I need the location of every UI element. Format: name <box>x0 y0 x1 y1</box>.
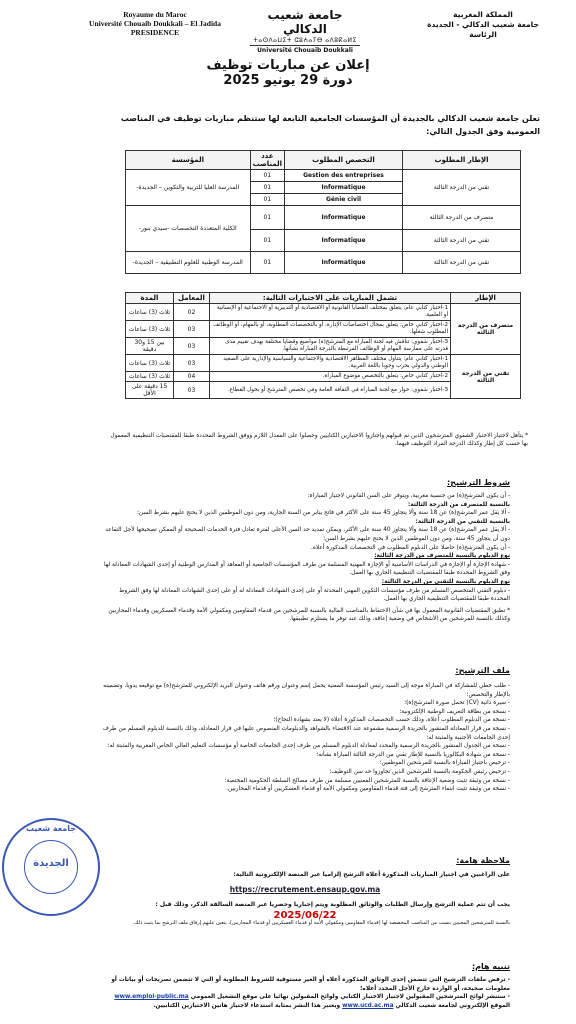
col-frame: الإطار <box>451 293 521 304</box>
cell-coef: 03 <box>174 338 210 355</box>
deadline-date: 2025/06/22 <box>273 910 337 921</box>
cell-frame: متصرف من الدرجة الثالثة <box>451 304 521 355</box>
cell-count: 01 <box>250 230 284 252</box>
cell-count: 01 <box>250 206 284 230</box>
col-coef: المعامل <box>174 293 210 304</box>
table-row <box>126 304 521 321</box>
cell-duration: بين 15 و30 دقيقة <box>126 338 174 355</box>
positions-header-row <box>126 151 521 170</box>
cell-specialty: Informatique <box>285 230 403 252</box>
warning-heading: تنبيه هام: <box>471 962 510 971</box>
cell-institution: المدرسة العليا للتربية والتكوين – الجديدة- <box>126 170 251 206</box>
cell-frame: تقني من الدرجة الثالثة <box>451 355 521 399</box>
col-grade: الإطار المطلوب <box>403 151 521 170</box>
warning-line: - ستنشر لوائح المترشحين المقبولين لاجتياز الاختبار الكتابي ولوائح المقبولين نهائيا على موقع التشغيل العمومي <box>190 994 510 1000</box>
logo-tifinagh: ⵜⴰⵙⴷⴰⵡⵉⵜ ⵛⵓⵄⴰⵢⴱ ⴰⴷⵓⴽⴰⵍⵉ <box>253 37 357 44</box>
condition-line: - أن يكون المترشح(ة) حاصلا على الدبلوم المطلوب في التخصصات المذكورة أعلاه. <box>311 544 510 551</box>
cell-exam: 3-اختبار شفوي: تناقش فيه لجنة المباراة مع المترشح(ة) مواضيع وقضايا مختلفة بهدف تقييم مدى قدرته على ممارسة المهام أو الوظائف المرتبطة بالدرجة المباراة بشأنها. <box>210 338 451 355</box>
dossier-item: - نسخة من الجدول المنشور بالجريدة الرسمية والمحدد لمعادلة الدبلوم المسلم من طرف إحدى الجامعات الخاصة أو مؤسسات التعليم العالي الخاص المغربية والمثبتة له؛ <box>107 743 510 750</box>
cell-exam: 1-اختبار كتابي عام: يتناول مختلف المظاهر الاقتصادية والاجتماعية والسياسية والإدارية على الصعيد الوطني والدولي بحرب وجوبا باللغة العربية. <box>210 355 451 372</box>
cell-duration: 15 دقيقة على الأقل <box>126 382 174 399</box>
cell-grade: تقني من الدرجة الثالثة <box>403 230 521 252</box>
dossier-item: - نسخة من بطاقة التعريف الوطنية الإلكترونية؛ <box>399 708 510 715</box>
cell-specialty: Informatique <box>285 252 403 274</box>
warning-line: الموقع الإلكتروني لجامعة شعيب الدكالي <box>395 1002 510 1009</box>
condition-line: - دبلوم التقني المتخصص المسلم من طرف مؤسسات التكوين المهني المحدثة أو على إحدى الشهادات المعادلة له أو على إحدى الشهادات المعادلة لها وفق الشروط المحددة طبقا للمقتضيات التنظيمية الجاري بها العمل. <box>119 587 510 603</box>
cell-coef: 03 <box>174 355 210 372</box>
cell-count: 01 <box>250 194 284 206</box>
condition-line: - شهادة الإجازة أو الإجازة في الدراسات الأساسية أو الإجازة المهنية المسلمة من طرف المؤسسات الجامعية أو المعاهد أو المدارس الوطنية أو إحدى الشهادات المعادلة لها وفق الشروط المحددة طبقا للمقتضيات التنظيمية الجاري بها العمل. <box>103 561 510 577</box>
cell-specialty: Génie civil <box>285 194 403 206</box>
stamp-center-text: الجديدة <box>33 858 69 869</box>
cell-exam: 3-اختبار شفوي: حوار مع لجنة المباراة في الثقافة العامة وفي تخصص المترشح أو بحول القطاع. <box>210 382 451 399</box>
exams-table <box>125 292 521 399</box>
cell-grade: متصرف من الدرجة الثالثة <box>403 206 521 230</box>
warning-line: ويعتبر هذا النشر بمثابة استدعاء لاجتياز هاتين الاختبارين الكتابيين. <box>153 1002 341 1009</box>
cell-grade: تقني من الدرجة الثالثة <box>403 170 521 206</box>
conditions-list <box>100 492 510 624</box>
ucd-website-link[interactable]: www.ucd.ac.ma <box>342 1002 394 1009</box>
cell-specialty: Gestion des entreprises <box>285 170 403 182</box>
cell-coef: 03 <box>174 382 210 399</box>
cell-duration: ثلاث (3) ساعات <box>126 321 174 338</box>
cell-specialty: Informatique <box>285 206 403 230</box>
cell-coef: 03 <box>174 321 210 338</box>
warning-note <box>100 976 510 1010</box>
logo-arabic: جامعة شعيب الدكالي <box>267 8 343 36</box>
cell-coef: 02 <box>174 304 210 321</box>
table-row <box>126 252 521 274</box>
positions-table <box>125 150 521 274</box>
cell-count: 01 <box>250 170 284 182</box>
title-line-1: إعلان عن مباريات توظيف <box>206 58 370 73</box>
kingdom-ar: المملكة المغربية <box>453 10 513 19</box>
cell-count: 01 <box>250 182 284 194</box>
cell-exam: 2-اختبار كتابي خاص: يتعلق بالتخصص موضوع المباراة. <box>210 372 451 382</box>
important-line: على الراغبين في اجتياز المباريات المذكورة أعلاه الترشح إلزاميا عبر المنصة الإلكترونية التالية: <box>233 871 510 878</box>
cell-exam: 1-اختبار كتابي عام: يتعلق بمختلف القضايا القانونية أو الاقتصادية أو التدبيرية أو الاجتماعية أو الإنسانية أو العلمية. <box>210 304 451 321</box>
cell-grade: تقني من الدرجة الثالثة <box>403 252 521 274</box>
condition-line: - ألا يقل عمر المترشح(ة) عن 18 سنة وألا يتجاوز 40 سنة على الأكثر، ويمكن تمديد حد السن الأعلى لفترة تعادل فترة الخدمات الصحيحة أو الممكن تصحيحها لأجل التقاعد دون أن يتجاوز 45 سنة، ومن دون الموظفين الذين لا يحتج عليهم بشرط السن؛ <box>105 527 510 542</box>
university-ar: جامعة شعيب الدكالي - الجديدة <box>427 20 539 29</box>
col-institution: المؤسسة <box>126 151 251 170</box>
condition-subheading: نوع الدبلوم بالنسبة للتقني من الدرجة الثالثة: <box>381 578 510 585</box>
cell-count: 01 <box>250 252 284 274</box>
letterhead <box>0 0 576 54</box>
dossier-item: - نسخة من وثيقة تثبت وضعية الإعاقة بالنسبة للمترشحين المعنيين مسلمة من طرف مصالح السلطة الحكومية المختصة؛ <box>224 777 510 784</box>
dossier-item: - نسخة من قرار المعادلة المنشور بالجريدة الرسمية مشفوعة عند الاقتضاء بالشواهد والدبلومات المنصوص عليها في قرار المعادلة، وذلك بالنسبة للدبلوم المسلم من طرف إحدى الجامعات الأجنبية والمثبتة له؛ <box>102 725 510 741</box>
logo-french: Université Chouaib Doukkali <box>250 45 360 54</box>
table-row <box>126 355 521 372</box>
warning-line: - ترفض ملفات الترشيح التي تتضمن إحدى الوثائق المذكورة أعلاه أو الغير مستوفية للشروط المطلوبة أو التي لا تتضمن تصريحات أو بيانات أو معلومات صحيحة، أو الواردة خارج الأجل المحدد أعلاه؛ <box>111 977 510 992</box>
cell-specialty: Informatique <box>285 182 403 194</box>
condition-line: - ألا يقل عمر المترشح(ة) عن 18 سنة وألا يتجاوز 45 سنة على الأكثر في فاتح يناير من السنة الجارية، ومن دون الموظفين الذين لا يحتج عليهم بشرط السن؛ <box>137 510 510 517</box>
cell-institution: المدرسة الوطنية للعلوم التطبيقية – الجديدة- <box>126 252 251 274</box>
dossier-item: - سيرة ذاتية (CV) تحمل صورة المترشح(ة)؛ <box>404 700 510 707</box>
letterhead-arabic <box>418 10 548 40</box>
university-logo <box>250 8 360 54</box>
important-note <box>100 870 510 927</box>
kingdom-fr: Royaume du Maroc <box>123 10 187 19</box>
presidence-ar: الرئاسة <box>469 30 497 39</box>
cell-duration: ثلاث (3) ساعات <box>126 372 174 382</box>
title-line-2: دورة 29 يونيو 2025 <box>223 73 353 88</box>
stamp-arc-text: جامعة شعيب <box>26 824 76 833</box>
table-row <box>126 170 521 182</box>
presidence-fr: PRESIDENCE <box>130 28 180 37</box>
condition-subheading: بالنسبة للمتصرف من الدرجة الثالثة: <box>407 501 510 508</box>
condition-subheading: بالنسبة للتقني من الدرجة الثالثة: <box>415 518 510 525</box>
university-fr: Université Chouaib Doukkali – El Jadida <box>89 19 221 28</box>
important-line: يجب أن تتم عملية الترشح وإرسال الطلبات والوثائق المطلوبة ويتم إجباريا وحصريا عبر المنصة السالفة الذكر، وذلك قبل : <box>155 901 510 908</box>
dossier-list <box>100 682 510 794</box>
dossier-item: - ترخيص باجتياز المباراة بالنسبة للمرشحين الموظفين؛ <box>379 760 510 767</box>
dossier-item: - نسخة من وثيقة تثبت انتماء المترشح إلى فئة قدماء المقاومين ومكفولي الأمة أو قدماء العسكريين أو قدماء المحاربين. <box>226 786 510 793</box>
col-count: عدد المناصب <box>250 151 284 170</box>
cell-coef: 04 <box>174 372 210 382</box>
important-heading: ملاحظة هامة: <box>456 856 510 865</box>
condition-line: - أن يكون المترشح(ة) من جنسية مغربية، ويتوفر على السن القانوني لاجتياز المباراة: <box>307 493 510 499</box>
dossier-heading: ملف الترشيح: <box>455 666 510 675</box>
dossier-item: - ترخيص رئيس الحكومة بالنسبة للمرشحين الذين تجاوزوا حد سن التوظيف؛ <box>329 768 510 775</box>
important-line: بالنسبة للمترشحين المعنيين بنسب من المناصب المخصصة لها (قدماء المقاومين ومكفولي الأمة أو قدماء العسكريين أو قدماء المحاربين)، يتعين عليهم إرفاق ملف الترشح بما يثبت ذلك. <box>132 920 510 926</box>
letterhead-french <box>70 10 240 37</box>
col-duration: المدة <box>126 293 174 304</box>
cell-institution: الكلية المتعددة التخصصات -سيدي بنور- <box>126 206 251 252</box>
exams-header-row <box>126 293 521 304</box>
dossier-item: - نسخة من الدبلوم المطلوب أعلاه، وذلك حسب التخصصات المذكورة أعلاه (لا يعتد بشهادة النجاح)؛ <box>273 717 510 724</box>
recruitment-url-link[interactable]: https://recrutement.ensaup.gov.ma <box>229 885 381 894</box>
condition-note: * تطبق المقتضيات القانونية المعمول بها في شأن الاحتفاظ بالمناصب المالية بالنسبة للمرشحين من قدماء المقاومين ومكفولي الأمة وقدماء العسكريين وقدماء المحاربين وكذلك بالنسبة للمرشحين من الأشخاص في وضعية إعاقة، وذلك عند توفر ما يستلزم تطبيقها. <box>108 607 510 623</box>
announcement-title <box>0 58 576 88</box>
conditions-heading: شروط الترشيح: <box>447 478 510 487</box>
col-exams: تشمل المباريات على الاختبارات التالية: <box>210 293 451 304</box>
cell-exam: 2-اختبار كتابي خاص: يتعلق بمجال اختصاصات الإدارة، أو بالتخصصات المطلوبة، أو بالمهام، أو الوظائف المطلوب شغلها. <box>210 321 451 338</box>
dossier-item: - طلب خطي للمشاركة في المباراة موجه إلى السيد رئيس المؤسسة المعنية يحمل إسم وعنوان ورقم هاتف وعنوان البريد الإلكتروني للمترشح(ة) مع توقيعه يدويا، وتضمينه بالإطار والتخصص؛ <box>103 683 510 698</box>
oral-exam-note: * يتأهل لاجتياز الاختبار الشفوي المترشحون الذين تم قبولهم واجتازوا الاختبارين الكتابيين وحصلوا على المعدل اللازم ووفق الشروط المحددة طبقا للمقتضيات التنظيمية المعمول بها حسب كل إطار وكذلك الدرجة المراد التوظيف فيهما. <box>110 433 528 447</box>
official-stamp <box>2 818 100 916</box>
cell-duration: ثلاث (3) ساعات <box>126 355 174 372</box>
emploi-public-link[interactable]: www.emploi-public.ma <box>114 994 189 1000</box>
col-specialty: التخصص المطلوب <box>285 151 403 170</box>
intro-paragraph: تعلن جامعة شعيب الدكالي بالجديدة أن المؤسسات الجامعية التابعة لها ستنظم مباريات توظيف في المناصب العمومية وفق الجدول التالي: <box>120 114 540 136</box>
dossier-item: - نسخة من شهادة البكالوريا بالنسبة للإطار تقني من الدرجة الثالثة المباراة بشأنه؛ <box>316 751 510 758</box>
cell-duration: ثلاث (3) ساعات <box>126 304 174 321</box>
table-row <box>126 206 521 230</box>
condition-subheading: نوع الدبلوم بالنسبة للمتصرف من الدرجة الثالثة: <box>374 553 510 560</box>
